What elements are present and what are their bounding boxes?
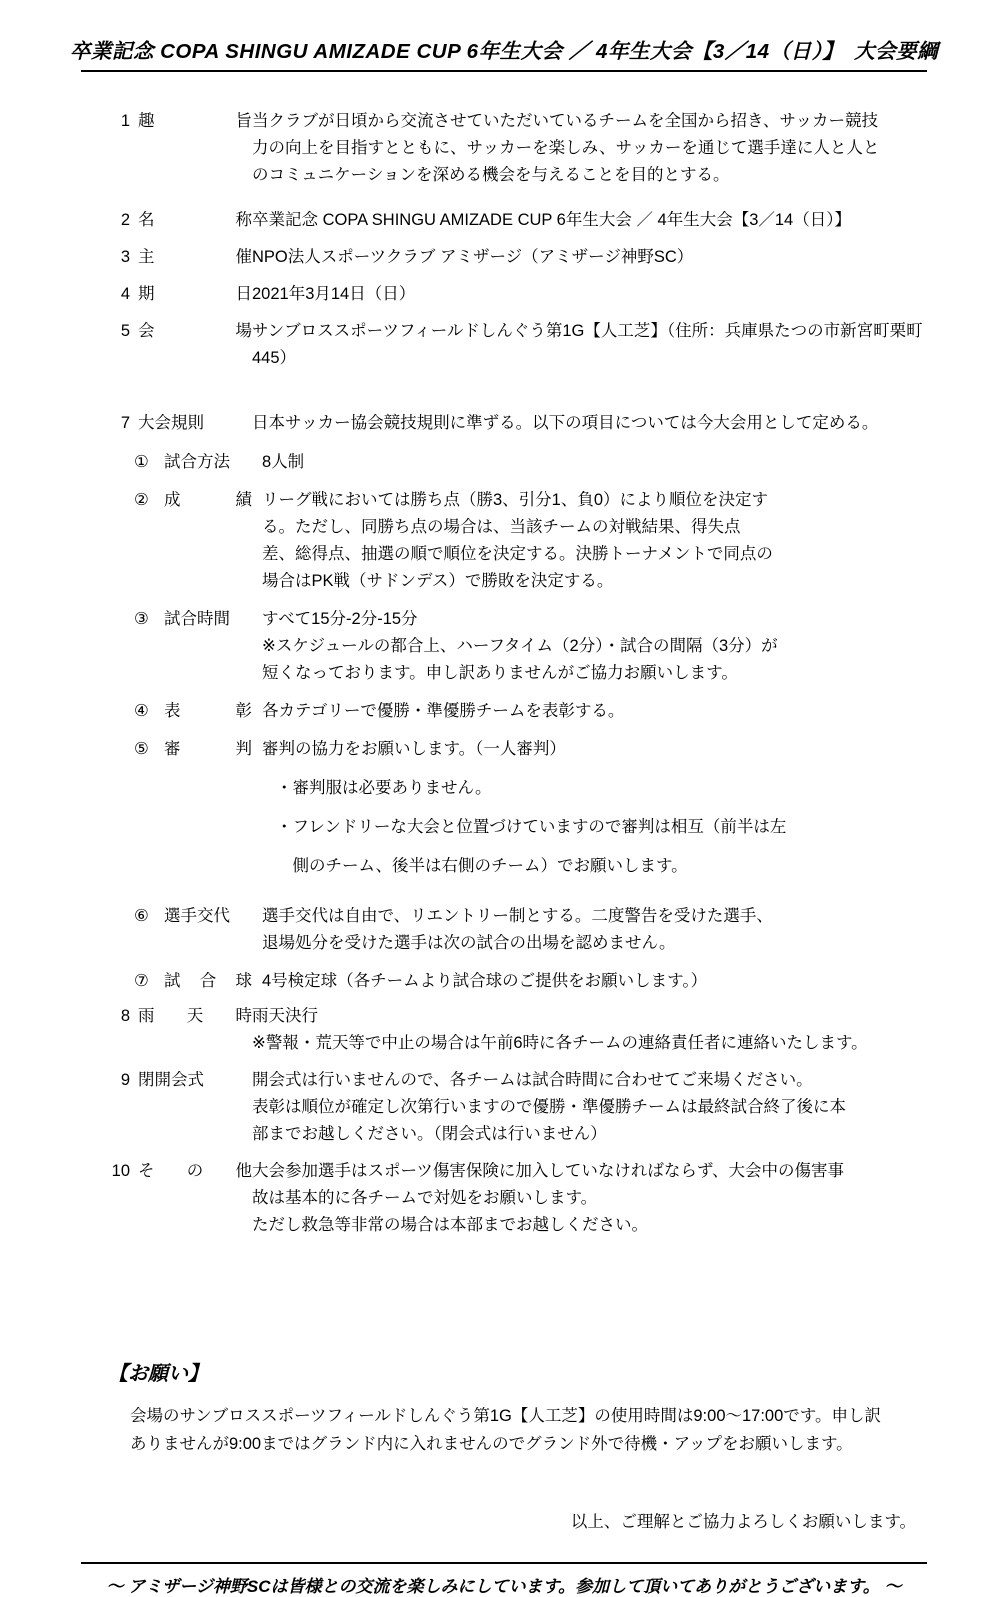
rule-line: 8人制 bbox=[262, 453, 305, 471]
section-row-8 bbox=[108, 1003, 948, 1057]
section-row-3 bbox=[108, 244, 948, 271]
section-line: ※警報・荒天等で中止の場合は午前6時に各チームの連絡責任者に連絡いたします。 bbox=[252, 1034, 868, 1052]
rule-label-part-a: 成 bbox=[164, 491, 181, 509]
section-row-9 bbox=[108, 1067, 948, 1148]
rule-label-part-b: 績 bbox=[235, 491, 252, 509]
section-label-part-c: 他 bbox=[235, 1162, 252, 1180]
section-value bbox=[252, 1003, 948, 1057]
section-line: 故は基本的に各チームで対処をお願いします。 bbox=[252, 1189, 598, 1207]
title-divider bbox=[81, 70, 927, 72]
rule-item-6 bbox=[134, 903, 948, 957]
onegai-line: 会場のサンブロススポーツフィールドしんぐう第1G【人工芝】の使用時間は9:00〜17:00です。申し訳 bbox=[130, 1407, 881, 1425]
section-label bbox=[130, 207, 252, 234]
footer-divider bbox=[81, 1562, 927, 1564]
rule-item-7 bbox=[134, 968, 948, 995]
section-label bbox=[130, 281, 252, 308]
section-value bbox=[252, 281, 948, 308]
rule-label bbox=[164, 968, 262, 995]
rule-label bbox=[164, 736, 262, 763]
section-label-part-a: 期 bbox=[138, 285, 155, 303]
rules-list bbox=[108, 449, 948, 995]
section-label-part-b: 場 bbox=[235, 322, 252, 340]
section-line: 卒業記念 COPA SHINGU AMIZADE CUP 6年生大会 ／ 4年生大会【3／14（日）】 bbox=[252, 211, 851, 229]
section-label-part-b: 日 bbox=[235, 285, 252, 303]
section-number: 4 bbox=[120, 285, 130, 303]
rule-line: 差、総得点、抽選の順で順位を決定する。決勝トーナメントで同点の bbox=[262, 545, 773, 563]
section-label: 閉開会式 bbox=[138, 1071, 204, 1089]
section-label-part-a: 会 bbox=[138, 322, 155, 340]
section-line: 2021年3月14日（日） bbox=[252, 285, 416, 303]
rule-marker: ① bbox=[134, 453, 149, 471]
rule-line: すべて15分-2分-15分 bbox=[262, 610, 418, 628]
section-label-part-c: 時 bbox=[235, 1007, 252, 1025]
rule-label: 選手交代 bbox=[164, 907, 230, 925]
rule-marker: ⑦ bbox=[134, 972, 149, 990]
section-number: 2 bbox=[120, 211, 130, 229]
rule-marker: ⑥ bbox=[134, 907, 149, 925]
section-line: 雨天決行 bbox=[252, 1007, 318, 1025]
rule-item-4 bbox=[134, 698, 948, 725]
rule-label-part-a: 試 bbox=[164, 972, 181, 990]
rule-marker: ② bbox=[134, 491, 149, 509]
section-label: 大会規則 bbox=[138, 414, 204, 432]
closing-note: 以上、ご理解とご協力よろしくお願いします。 bbox=[570, 1513, 916, 1531]
rule-line: 4号検定球（各チームより試合球のご提供をお願いします。） bbox=[262, 972, 708, 990]
section-label bbox=[130, 1158, 252, 1185]
rule-line: リーグ戦においては勝ち点（勝3、引分1、負0）により順位を決定す bbox=[262, 491, 769, 509]
section-label-part-a: そ bbox=[138, 1162, 155, 1180]
section-label-part-b: 称 bbox=[235, 211, 252, 229]
section-label-part-a: 趣 bbox=[138, 112, 155, 130]
rule-value bbox=[262, 968, 948, 995]
document-page bbox=[0, 34, 1008, 1596]
onegai-body bbox=[0, 1402, 1008, 1458]
rule-line: ※スケジュールの都合上、ハーフタイム（2分）・試合の間隔（3分）が bbox=[262, 637, 778, 655]
section-value bbox=[252, 1067, 948, 1148]
section-label-part-b: 旨 bbox=[235, 112, 252, 130]
section-value bbox=[252, 207, 948, 234]
rule-label-part-a: 表 bbox=[164, 702, 181, 720]
rule-label-part-b: 合 bbox=[199, 972, 217, 990]
rule-line: る。ただし、同勝ち点の場合は、当該チームの対戦結果、得失点 bbox=[262, 518, 741, 536]
rule-bullet-line: 側のチーム、後半は右側のチーム）でお願いします。 bbox=[276, 857, 688, 875]
rule-marker: ⑤ bbox=[134, 740, 149, 758]
section-label bbox=[130, 1003, 252, 1030]
section-value bbox=[252, 108, 948, 189]
section-number: 10 bbox=[111, 1162, 130, 1180]
rule-line: 審判の協力をお願いします。（一人審判） bbox=[262, 740, 566, 758]
section-number: 9 bbox=[120, 1071, 130, 1089]
section-line: 開会式は行いませんので、各チームは試合時間に合わせてご来場ください。 bbox=[252, 1071, 813, 1089]
section-line: NPO法人スポーツクラブ アミザージ（アミザージ神野SC） bbox=[252, 248, 694, 266]
rule-label: 試合方法 bbox=[164, 453, 230, 471]
section-row-rules bbox=[108, 410, 948, 437]
rule-item-2 bbox=[134, 487, 948, 595]
section-label-part-a: 名 bbox=[138, 211, 155, 229]
onegai-line: ありませんが9:00まではグランド内に入れませんのでグランド外で待機・アップをお願いします。 bbox=[130, 1435, 853, 1453]
section-line: ただし救急等非常の場合は本部までお越しください。 bbox=[252, 1216, 648, 1234]
document-body bbox=[0, 108, 1008, 1239]
rule-bullet-line: ・審判服は必要ありません。 bbox=[276, 779, 492, 797]
section-line: 表彰は順位が確定し次第行いますので優勝・準優勝チームは最終試合終了後に本 bbox=[252, 1098, 846, 1116]
section-row-5 bbox=[108, 318, 948, 372]
section-value bbox=[252, 244, 948, 271]
rule-line: 退場処分を受けた選手は次の試合の出場を認めません。 bbox=[262, 934, 676, 952]
rule-bullets bbox=[262, 775, 948, 880]
section-number: 5 bbox=[120, 322, 130, 340]
section-label bbox=[130, 244, 252, 271]
rule-label-part-a: 審 bbox=[164, 740, 181, 758]
rule-label-part-b: 彰 bbox=[235, 702, 252, 720]
section-number: 3 bbox=[120, 248, 130, 266]
rule-marker: ③ bbox=[134, 610, 149, 628]
rule-line: 場合はPK戦（サドンデス）で勝敗を決定する。 bbox=[262, 572, 614, 590]
section-line: のコミュニケーションを深める機会を与えることを目的とする。 bbox=[252, 166, 730, 184]
section-label-part-b: の bbox=[186, 1162, 204, 1180]
rule-item-1 bbox=[134, 449, 948, 476]
section-number: 1 bbox=[120, 112, 130, 130]
rule-bullet-line: ・フレンドリーな大会と位置づけていますので審判は相互（前半は左 bbox=[276, 818, 787, 836]
section-line: 当クラブが日頃から交流させていただいているチームを全国から招き、サッカー競技 bbox=[252, 112, 879, 130]
rules-intro: 日本サッカー協会競技規則に準ずる。以下の項目については今大会用として定める。 bbox=[252, 414, 879, 432]
rule-value bbox=[262, 606, 948, 687]
rule-value bbox=[262, 449, 948, 476]
rule-label-part-c: 球 bbox=[235, 972, 252, 990]
section-row-2 bbox=[108, 207, 948, 234]
rule-line: 選手交代は自由で、リエントリー制とする。二度警告を受けた選手、 bbox=[262, 907, 773, 925]
section-line: 大会参加選手はスポーツ傷害保険に加入していなければならず、大会中の傷害事 bbox=[252, 1162, 845, 1180]
rule-item-5 bbox=[134, 736, 948, 892]
rule-line: 各カテゴリーで優勝・準優勝チームを表彰する。 bbox=[262, 702, 625, 720]
rule-label: 試合時間 bbox=[164, 610, 230, 628]
section-row-4 bbox=[108, 281, 948, 308]
rule-item-3 bbox=[134, 606, 948, 687]
section-line: 力の向上を目指すとともに、サッカーを楽しみ、サッカーを通じて選手達に人と人と bbox=[252, 139, 880, 157]
section-line: 部までお越しください。（閉会式は行いません） bbox=[252, 1125, 607, 1143]
section-label-part-a: 雨 bbox=[138, 1007, 155, 1025]
section-number: 7 bbox=[120, 414, 130, 432]
onegai-heading: 【お願い】 bbox=[108, 1363, 208, 1385]
rule-value bbox=[262, 698, 948, 725]
section-row-1 bbox=[108, 108, 948, 189]
rule-line: 短くなっております。申し訳ありませんがご協力お願いします。 bbox=[262, 664, 738, 682]
section-number: 8 bbox=[120, 1007, 130, 1025]
rule-value bbox=[262, 487, 948, 595]
rule-value bbox=[262, 736, 948, 892]
page-title: 卒業記念 COPA SHINGU AMIZADE CUP 6年生大会 ／ 4年生大会【3／14（日）】 大会要綱 bbox=[69, 40, 939, 63]
rule-marker: ④ bbox=[134, 702, 149, 720]
section-label bbox=[130, 318, 252, 345]
section-value bbox=[252, 318, 948, 372]
footer-message: 〜 アミザージ神野SCは皆様との交流を楽しみにしています。参加して頂いてありがとうございます。 〜 bbox=[106, 1577, 902, 1596]
rule-label-part-b: 判 bbox=[235, 740, 252, 758]
rule-value bbox=[262, 903, 948, 957]
section-label-part-b: 天 bbox=[186, 1007, 204, 1025]
section-line: サンブロススポーツフィールドしんぐう第1G【人工芝】（住所：兵庫県たつの市新宮町栗町445） bbox=[252, 322, 923, 367]
section-value bbox=[252, 410, 948, 437]
section-row-10 bbox=[108, 1158, 948, 1239]
rule-label bbox=[164, 487, 262, 514]
section-label bbox=[130, 108, 252, 135]
section-label-part-a: 主 bbox=[138, 248, 155, 266]
section-value bbox=[252, 1158, 948, 1239]
section-label-part-b: 催 bbox=[235, 248, 252, 266]
rule-label bbox=[164, 698, 262, 725]
